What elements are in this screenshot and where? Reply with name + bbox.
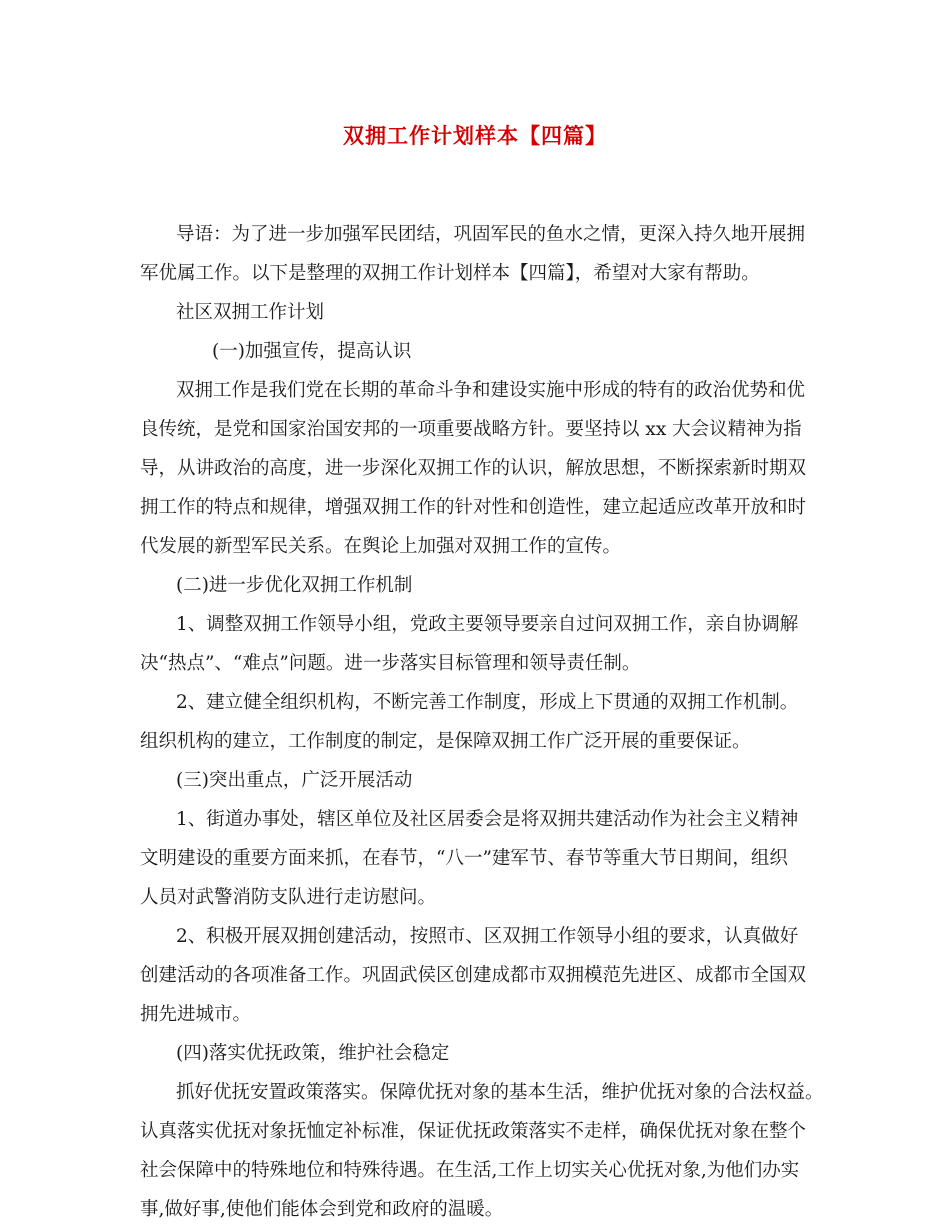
paragraph-line: 文明建设的重要方面来抓，在春节，“八一”建军节、春节等重大节日期间，组织 bbox=[140, 848, 788, 869]
paragraph-line: 代发展的新型军民关系。在舆论上加强对双拥工作的宣传。 bbox=[140, 536, 622, 557]
paragraph-line: 抓好优抚安置政策落实。保障优抚对象的基本生活，维护优抚对象的合法权益。 bbox=[176, 1082, 824, 1103]
intro-line-2: 军优属工作。以下是整理的双拥工作计划样本【四篇】，希望对大家有帮助。 bbox=[140, 263, 760, 284]
paragraph-line: 人员对武警消防支队进行走访慰问。 bbox=[140, 887, 437, 908]
document-title: 双拥工作计划样本【四篇】 bbox=[343, 123, 607, 148]
paragraph-line: 良传统，是党和国家治国安邦的一项重要战略方针。要坚持以 xx 大会议精神为指 bbox=[140, 419, 802, 440]
paragraph-line: 导，从讲政治的高度，进一步深化双拥工作的认识，解放思想，不断探索新时期双 bbox=[140, 458, 807, 479]
paragraph-line: 拥先进城市。 bbox=[140, 1004, 252, 1025]
paragraph-line: 组织机构的建立，工作制度的制定，是保障双拥工作广泛开展的重要保证。 bbox=[140, 731, 751, 752]
paragraph-line: 2、建立健全组织机构，不断完善工作制度，形成上下贯通的双拥工作机制。 bbox=[176, 692, 799, 713]
subheading-1: (一)加强宣传，提高认识 bbox=[212, 341, 412, 362]
paragraph-line: 2、积极开展双拥创建活动，按照市、区双拥工作领导小组的要求，认真做好 bbox=[176, 926, 799, 947]
paragraph-line: 决“热点”、“难点”问题。进一步落实目标管理和领导责任制。 bbox=[140, 653, 641, 674]
intro-line-1: 导语：为了进一步加强军民团结，巩固军民的鱼水之情，更深入持久地开展拥 bbox=[176, 224, 806, 245]
paragraph-line: 1、街道办事处，辖区单位及社区居委会是将双拥共建活动作为社会主义精神 bbox=[176, 809, 799, 830]
paragraph-line: 社会保障中的特殊地位和特殊待遇。在生活,工作上切实关心优抚对象,为他们办实 bbox=[140, 1160, 800, 1181]
subheading-2: (二)进一步优化双拥工作机制 bbox=[176, 575, 413, 596]
subheading-4: (四)落实优抚政策，维护社会稳定 bbox=[176, 1043, 450, 1064]
subheading-3: (三)突出重点，广泛开展活动 bbox=[176, 770, 413, 791]
paragraph-line: 认真落实优抚对象抚恤定补标准，保证优抚政策落实不走样，确保优抚对象在整个 bbox=[140, 1121, 807, 1142]
paragraph-line: 1、调整双拥工作领导小组，党政主要领导要亲自过问双拥工作，亲自协调解 bbox=[176, 614, 799, 635]
paragraph-line: 事,做好事,使他们能体会到党和政府的温暖。 bbox=[140, 1199, 504, 1220]
paragraph-line: 双拥工作是我们党在长期的革命斗争和建设实施中形成的特有的政治优势和优 bbox=[176, 380, 806, 401]
paragraph-line: 创建活动的各项准备工作。巩固武侯区创建成都市双拥模范先进区、成都市全国双 bbox=[140, 965, 807, 986]
paragraph-line: 拥工作的特点和规律，增强双拥工作的针对性和创造性，建立起适应改革开放和时 bbox=[140, 497, 807, 518]
section-heading: 社区双拥工作计划 bbox=[176, 302, 325, 323]
